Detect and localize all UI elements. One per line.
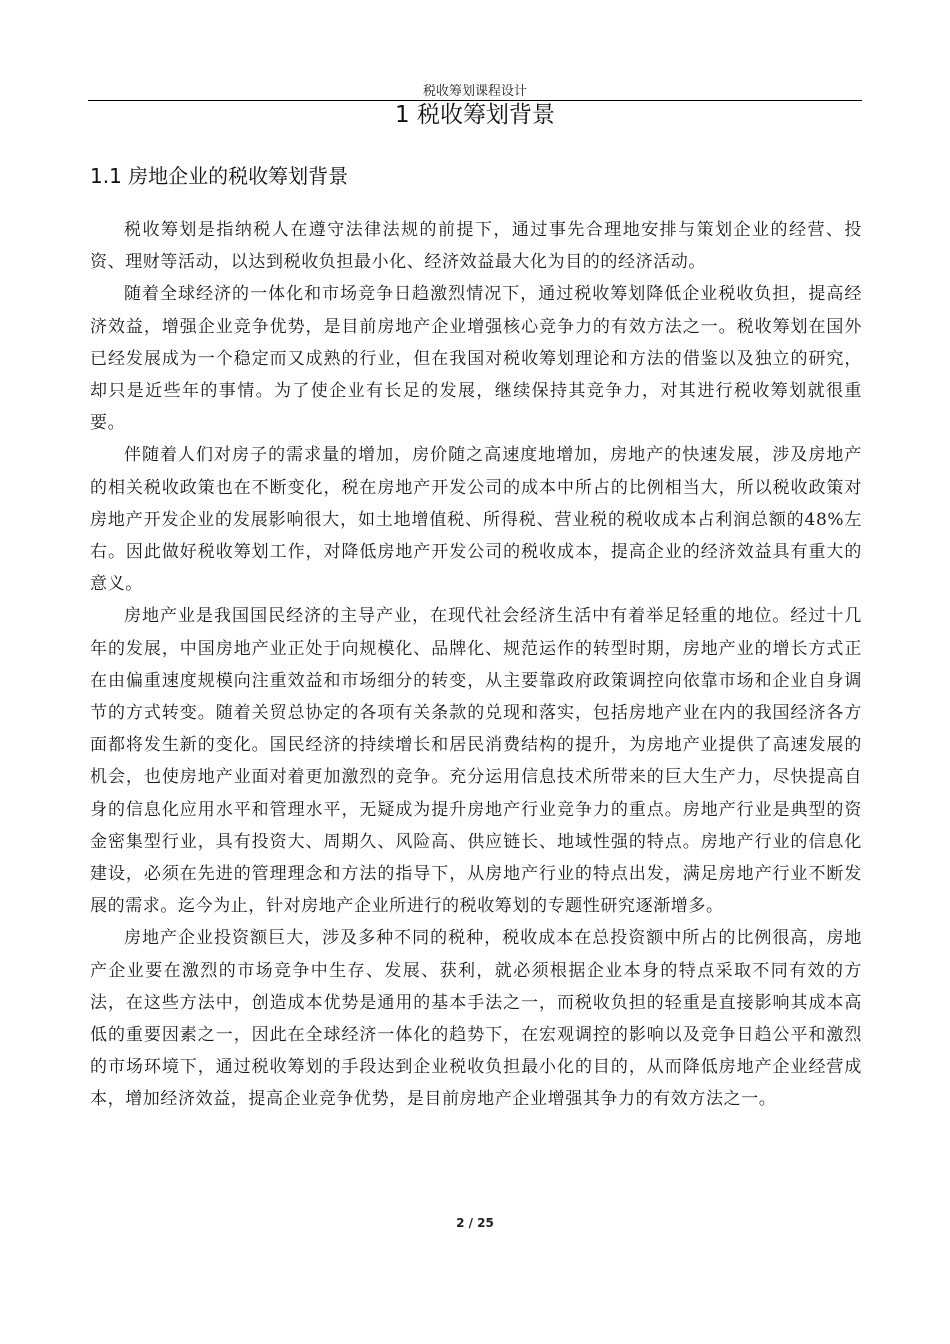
body-text <box>90 214 862 1116</box>
paragraph: 伴随着人们对房子的需求量的增加，房价随之高速度地增加，房地产的快速发展，涉及房地产的相关税收政策也在不断变化，税在房地产开发公司的成本中所占的比例相当大，所以税收政策对房地产开发企业的发展影响很大，如土地增值税、所得税、营业税的税收成本占利润总额的48%左右。因此做好税收筹划工作，对降低房地产开发公司的税收成本，提高企业的经济效益具有重大的意义。 <box>90 445 862 595</box>
page-number: 2 / 25 <box>456 1216 494 1230</box>
paragraph: 随着全球经济的一体化和市场竞争日趋激烈情况下，通过税收筹划降低企业税收负担，提高经济效益，增强企业竞争优势，是目前房地产企业增强核心竞争力的有效方法之一。税收筹划在国外已经发展成为一个稳定而又成熟的行业，但在我国对税收筹划理论和方法的借鉴以及独立的研究，却只是近些年的事情。为了使企业有长足的发展，继续保持其竞争力，对其进行税收筹划就很重要。 <box>90 284 862 434</box>
paragraph: 税收筹划是指纳税人在遵守法律法规的前提下，通过事先合理地安排与策划企业的经营、投资、理财等活动，以达到税收负担最小化、经济效益最大化为目的的经济活动。 <box>90 220 862 273</box>
chapter-title: 1 税收筹划背景 <box>395 102 555 128</box>
section-title: 1.1 房地企业的税收筹划背景 <box>90 164 349 188</box>
running-header: 税收筹划课程设计 <box>422 84 527 99</box>
paragraph: 房地产业是我国国民经济的主导产业，在现代社会经济生活中有着举足轻重的地位。经过十几年的发展，中国房地产业正处于向规模化、品牌化、规范运作的转型时期，房地产业的增长方式正在由偏重速度规模向注重效益和市场细分的转变，从主要靠政府政策调控向依靠市场和企业自身调节的方式转变。随着关贸总协定的各项有关条款的兑现和落实，包括房地产业在内的我国经济各方面都将发生新的变化。国民经济的持续增长和居民消费结构的提升，为房地产业提供了高速发展的机会，也使房地产业面对着更加激烈的竞争。充分运用信息技术所带来的巨大生产力，尽快提高自身的信息化应用水平和管理水平，无疑成为提升房地产行业竞争力的重点。房地产行业是典型的资金密集型行业，具有投资大、周期久、风险高、供应链长、地域性强的特点。房地产行业的信息化建设，必须在先进的管理理念和方法的指导下，从房地产行业的特点出发，满足房地产行业不断发展的需求。迄今为止，针对房地产企业所进行的税收筹划的专题性研究逐渐增多。 <box>90 606 862 917</box>
paragraph: 房地产企业投资额巨大，涉及多种不同的税种，税收成本在总投资额中所占的比例很高，房地产企业要在激烈的市场竞争中生存、发展、获利，就必须根据企业本身的特点采取不同有效的方法，在这些方法中，创造成本优势是通用的基本手法之一，而税收负担的轻重是直接影响其成本高低的重要因素之一，因此在全球经济一体化的趋势下，在宏观调控的影响以及竞争日趋公平和激烈的市场环境下，通过税收筹划的手段达到企业税收负担最小化的目的，从而降低房地产企业经营成本，增加经济效益，提高企业竞争优势，是目前房地产企业增强其争力的有效方法之一。 <box>90 928 862 1110</box>
